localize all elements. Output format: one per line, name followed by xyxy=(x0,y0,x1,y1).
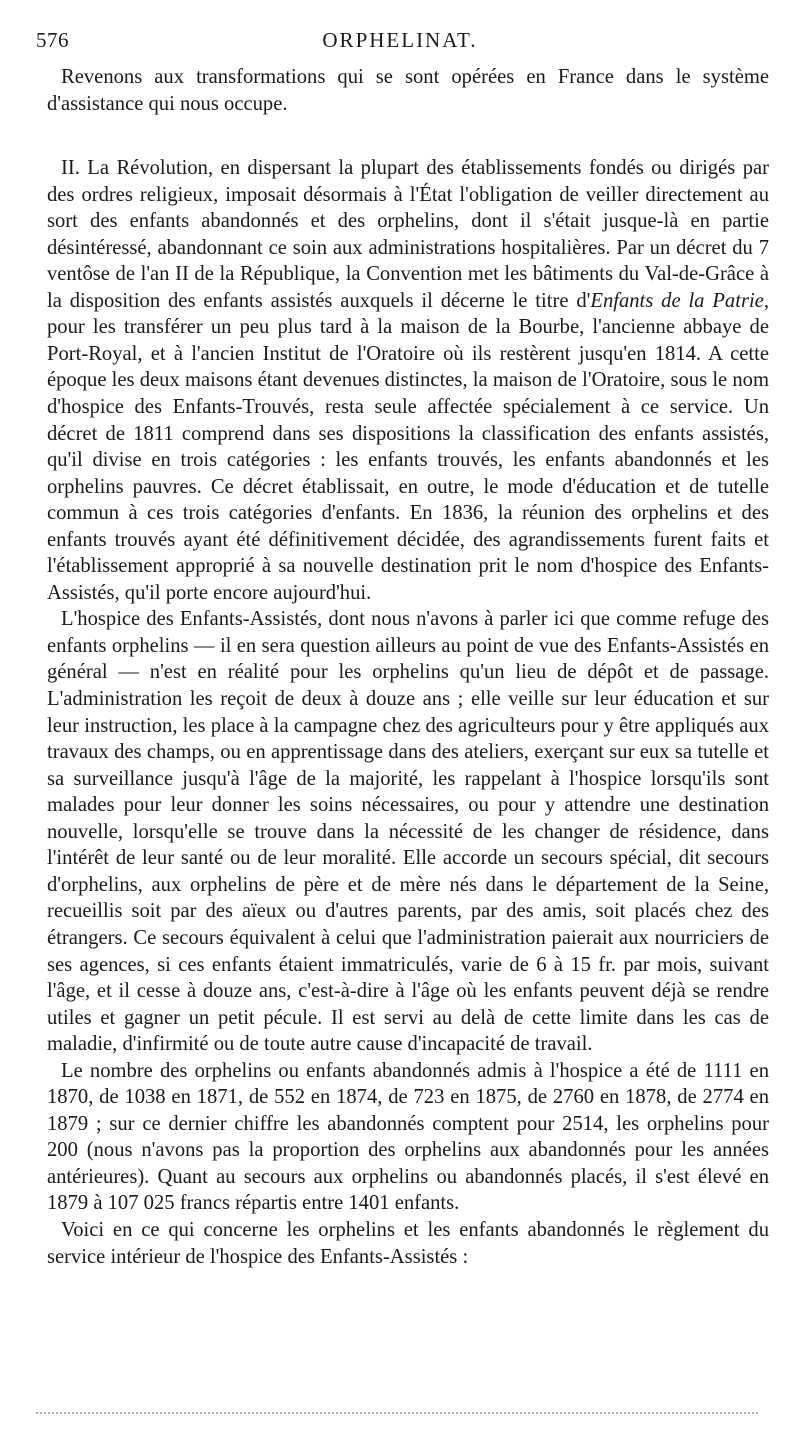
running-head xyxy=(36,28,764,56)
paragraph-intro: Revenons aux transformations qui se sont opérées en France dans le système d'assistance qui nous occupe. xyxy=(47,66,769,115)
running-title: ORPHELINAT. xyxy=(322,28,478,52)
page-number: 576 xyxy=(36,28,69,52)
body-text xyxy=(47,64,769,1270)
paragraph-revolution-part-2: , pour les transférer un peu plus tard à la maison de la Bourbe, l'ancienne abbaye de Port-Royal, et à l'ancien Institut de l'Oratoire où ils restèrent jusqu'en 1814. A cette époque les deux maisons étant devenues distinctes, la maison de l'Oratoire, sous le nom d'hospice des Enfants-Trouvés, resta seule affectée spécialement à ce service. Un décret de 1811 comprend dans ses dispositions la classification des enfants assistés, qu'il divise en trois catégories : les enfants trouvés, les enfants abandonnés et les orphelins pauvres. Ce décret établissait, en outre, le mode d'éducation et de tutelle commun à ces trois catégories d'enfants. En 1836, la réunion des orphelins et des enfants trouvés ayant été définitivement décidée, des agrandissements furent faits et l'établissement approprié à sa nouvelle destination prit le nom d'hospice des Enfants-Assistés, qu'il porte encore aujourd'hui. xyxy=(47,289,769,604)
italic-title-enfants-de-la-patrie: Enfants de la Patrie xyxy=(590,289,764,312)
paragraph-statistics: Le nombre des orphelins ou enfants abandonnés admis à l'hospice a été de 1111 en 1870, de 1038 en 1871, de 552 en 1874, de 723 en 1875, de 2760 en 1878, de 2774 en 1879 ; sur ce dernier chiffre les abandonnés comptent pour 2514, les orphelins pour 200 (nous n'avons pas la proportion des orphelins aux abandonnés pour les années antérieures). Quant au secours aux orphelins ou abandonnés placés, il s'est élevé en 1879 à 107 025 francs répartis entre 1401 enfants. xyxy=(47,1059,769,1215)
paragraph-hospice: L'hospice des Enfants-Assistés, dont nous n'avons à parler ici que comme refuge des enfants orphelins — il en sera question ailleurs au point de vue des Enfants-Assistés en général — n'est en réalité pour les orphelins qu'un lieu de dépôt et de passage. L'administration les reçoit de deux à douze ans ; elle veille sur leur éducation et sur leur instruction, les place à la campagne chez des agriculteurs pour y être appliqués aux travaux des champs, ou en apprentissage dans des ateliers, exerçant sur eux sa tutelle et sa surveillance jusqu'à l'âge de la majorité, les rappelant à l'hospice lorsqu'ils sont malades pour leur donner les soins nécessaires, ou pour y attendre une destination nouvelle, lorsqu'elle se trouve dans la nécessité de les changer de résidence, dans l'intérêt de leur santé ou de leur moralité. Elle accorde un secours spécial, dit secours d'orphelins, aux orphelins de père et de mère nés dans le département de la Seine, recueillis soit par des aïeux ou d'autres parents, par des amis, soit placés chez des étrangers. Ce secours équivalent à celui que l'administration paierait aux nourriciers de ses agences, si ces enfants étaient immatriculés, varie de 6 à 15 fr. par mois, suivant l'âge, et il cesse à douze ans, c'est-à-dire à l'âge où les enfants peuvent déjà se rendre utiles et gagner un petit pécule. Il est servi au delà de cette limite dans les cas de maladie, d'infirmité ou de toute autre cause d'incapacité de travail. xyxy=(47,608,769,1056)
paragraph-revolution xyxy=(47,155,769,606)
section-gap xyxy=(47,117,769,155)
paragraph-revolution-part-1: II. La Révolution, en dispersant la plupart des établissements fondés ou dirigés par des ordres religieux, imposait désormais à l'État l'obligation de veiller directement au sort des enfants abandonnés et des orphelins, dont il s'était jusque-là en partie désintéressé, abandonnant ce soin aux administrations hospitalières. Par un décret du 7 ventôse de l'an II de la République, la Convention met les bâtiments du Val-de-Grâce à la disposition des enfants assistés auxquels il décerne le titre d' xyxy=(47,157,769,312)
faint-bottom-rule xyxy=(36,1412,758,1414)
paragraph-reglement-intro: Voici en ce qui concerne les orphelins et les enfants abandonnés le règlement du service intérieur de l'hospice des Enfants-Assistés : xyxy=(47,1218,769,1268)
